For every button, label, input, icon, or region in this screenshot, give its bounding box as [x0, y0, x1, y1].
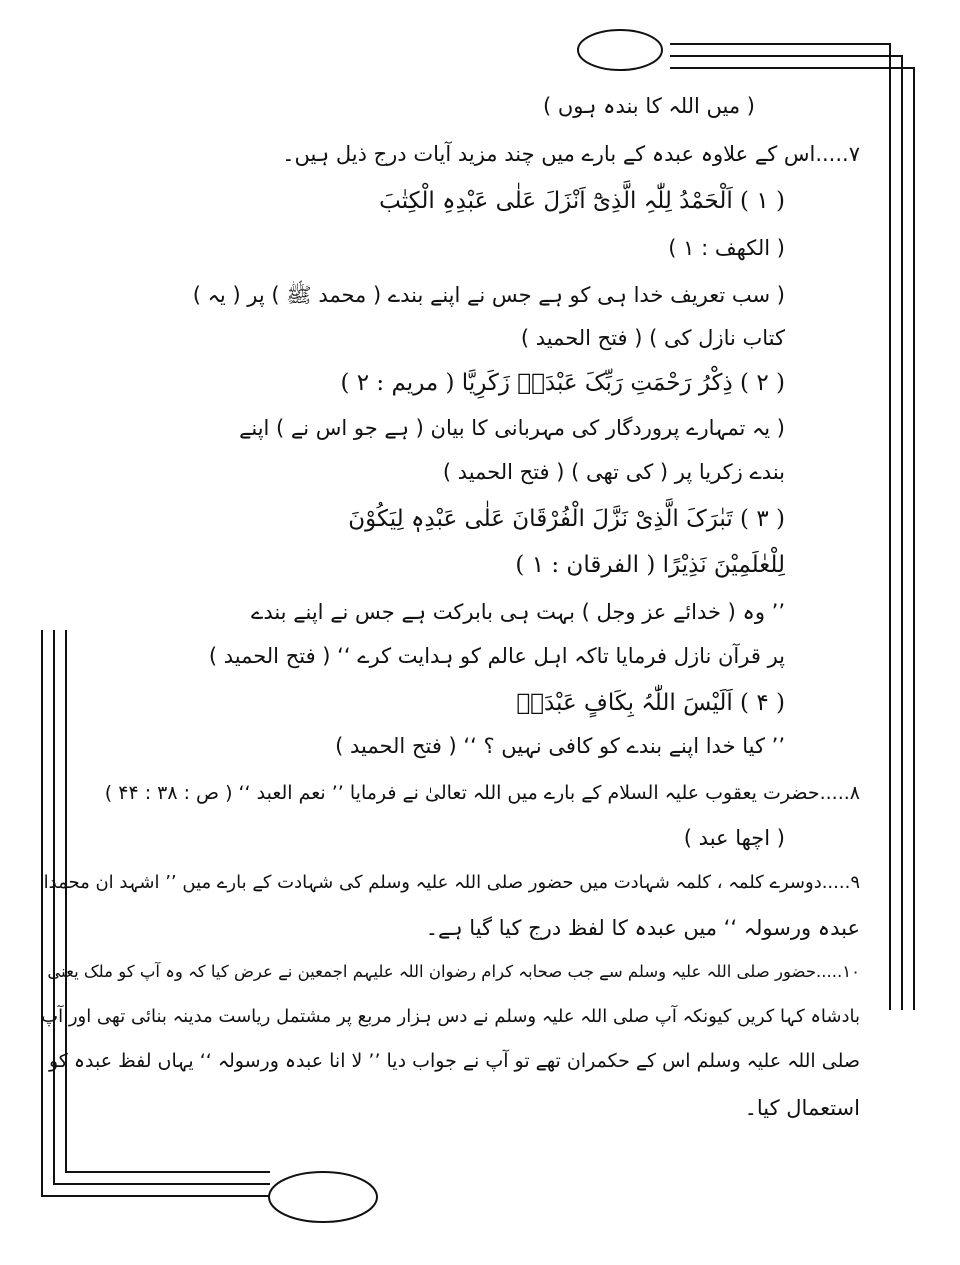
text-line: ( اچھا عبد ) — [683, 826, 785, 850]
quran-verse-line: ( ۲ ) ذِکْرُ رَحْمَتِ رَبِّکَ عَبْدَہٗ زَکَرِیَّا ( مریم : ۲ ) — [340, 370, 785, 396]
text-line: بادشاہ کہا کریں کیونکہ آپ صلی اللہ علیہ وسلم نے دس ہزار مربع پر مشتمل ریاست مدینہ بنائی تھی اور آپ — [41, 1006, 860, 1027]
text-line: ’’ کیا خدا اپنے بندے کو کافی نہیں ؟ ‘‘ ( فتح الحمید ) — [335, 734, 785, 758]
text-line: پر قرآن نازل فرمایا تاکہ اہل عالم کو ہدایت کرے ‘‘ ( فتح الحمید ) — [208, 644, 785, 668]
quran-verse-line: ( ۳ ) تَبٰرَکَ الَّذِیْ نَزَّلَ الْفُرْقَانَ عَلٰی عَبْدِہٖ لِیَکُوْنَ — [348, 506, 785, 532]
text-line: ( الکھف : ۱ ) — [668, 236, 785, 260]
text-line: ۷.....اس کے علاوہ عبدہ کے بارے میں چند مزید آیات درج ذیل ہیں۔ — [282, 142, 860, 166]
top-oval-ornament — [578, 30, 662, 70]
quran-verse-line: لِلْعٰلَمِیْنَ نَذِیْرًا ( الفرقان : ۱ ) — [515, 552, 785, 578]
text-line: ۱۰.....حضور صلی اللہ علیہ وسلم سے جب صحابہ کرام رضوان اللہ علیہم اجمعین نے عرض کیا کہ وہ آپ کو ملک یعنی — [47, 962, 860, 981]
text-line: ’’ وہ ( خدائے عز وجل ) بہت ہی بابرکت ہے جس نے اپنے بندے — [251, 600, 785, 624]
text-line: استعمال کیا۔ — [744, 1096, 860, 1120]
text-line: عبدہ ورسولہ ‘‘ میں عبدہ کا لفظ درج کیا گیا ہے۔ — [425, 916, 860, 940]
text-line: ( یہ تمہارے پروردگار کی مہربانی کا بیان ( ہے جو اس نے ) اپنے — [239, 416, 785, 440]
text-line: ۹.....دوسرے کلمہ ، کلمہ شہادت میں حضور صلی اللہ علیہ وسلم کی شہادت کے بارے میں ’’ اشہد ان محمدا — [43, 872, 860, 893]
text-line: بندے زکریا پر ( کی تھی ) ( فتح الحمید ) — [442, 460, 785, 484]
text-line: کتاب نازل کی ) ( فتح الحمید ) — [520, 326, 785, 350]
text-line: ۸.....حضرت یعقوب علیہ السلام کے بارے میں اللہ تعالیٰ نے فرمایا ’’ نعم العبد ‘‘ ( ص : ۳۸ : ۴۴ ) — [104, 782, 860, 804]
text-line: ( سب تعریف خدا ہی کو ہے جس نے اپنے بندے ( محمد ﷺ ) پر ( یہ ) — [192, 283, 785, 307]
bottom-oval-ornament — [269, 1172, 377, 1222]
text-line: صلی اللہ علیہ وسلم اس کے حکمران تھے تو آپ نے جواب دیا ’’ لا انا عبدہ ورسولہ ‘‘ یہاں لفظ عبدہ کو — [48, 1050, 860, 1072]
text-line: ( میں اللہ کا بندہ ہوں ) — [543, 94, 755, 118]
quran-verse-line: ( ۱ ) اَلْحَمْدُ لِلّٰہِ الَّذِیْٓ اَنْزَلَ عَلٰی عَبْدِہِ الْکِتٰبَ — [379, 188, 785, 214]
quran-verse-line: ( ۴ ) اَلَیْسَ اللّٰہُ بِکَافٍ عَبْدَہٗ — [516, 690, 785, 716]
